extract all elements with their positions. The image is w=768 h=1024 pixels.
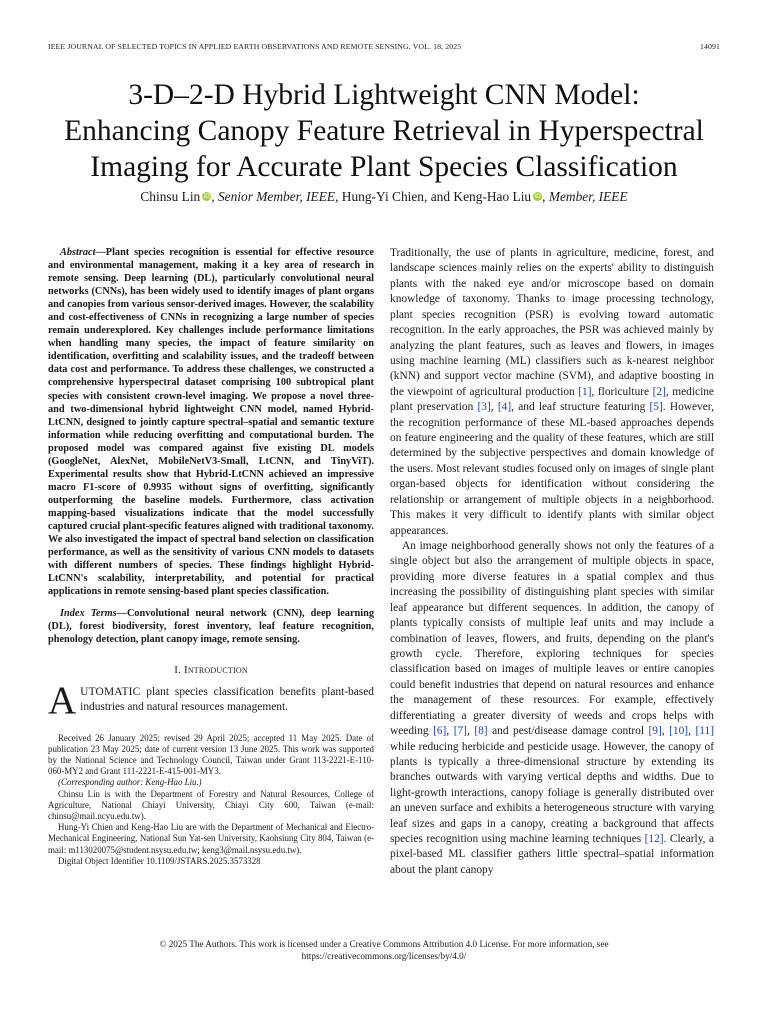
right-column [390,246,714,878]
section-title: Introduction [183,664,248,677]
body-text: , floriculture [591,385,653,398]
intro-smallcaps: UTOMATIC [80,686,141,699]
footnote-affiliation-1: Chinsu Lin is with the Department of Forestry and Natural Resources, College of Agriculture, National Chiayi University, Chiayi City 600, Taiwan (e-mail: chinsu@mail.ncyu.edu.tw). [48,788,374,822]
journal-name: IEEE JOURNAL OF SELECTED TOPICS IN APPLIED EARTH OBSERVATIONS AND REMOTE SENSING, VOL. 18, 2025 [48,42,462,51]
page-number: 14091 [700,42,720,51]
body-paragraph-1 [390,246,714,539]
author-conjunction: and [430,189,451,204]
author-1-role: Senior Member, IEEE [217,189,336,204]
intro-paragraph [48,679,374,723]
citation-link[interactable]: [4] [497,401,512,414]
citation-link[interactable]: [9] [648,725,662,738]
first-page-footnote [48,733,374,867]
body-text: . Clearly, a pixel-based ML classifier gathers little spectral–spatial information about the plant canopy [390,833,714,876]
body-text: . However, the recognition performance of these ML-based approaches depends on feature engineering and the quality of these features, which are still determined by the subjective perspectives and domain knowledge of the users. Most relevant studies focused only on images of single plant organ-based objects for identification without considering the relationship or arrangement of multiple objects in a neighborhood. This makes it very difficult to identify plants with similar object appearances. [390,401,714,537]
paper-title [40,77,728,185]
section-number: I. [174,664,182,677]
citation-link[interactable]: [5] [649,401,663,414]
footnote-corresponding: (Corresponding author: Keng-Hao Liu.) [58,777,202,788]
citation-link[interactable]: [2] [652,385,666,398]
footnote-received: Received 26 January 2025; revised 29 April 2025; accepted 11 May 2025. Date of publication 23 May 2025; date of current version 13 June 2025. This work was supported by the National Science and Technology Council, Taiwan under Grant 113-2221-E-110-060-MY2 and Grant 111-2221-E-415-001-MY3. [48,732,374,777]
running-head [48,42,720,54]
author-3-role: Member, IEEE [548,189,628,204]
citation-link[interactable]: [10] [669,725,689,738]
author-3: Keng-Hao Liu [453,189,532,204]
footnote-doi: Digital Object Identifier 10.1109/JSTARS.2025.3573328 [58,855,261,866]
body-text: , [661,725,670,738]
license-notice [48,939,720,962]
index-terms [48,607,374,646]
index-terms-text: —Convolutional neural network (CNN), deep learning (DL), forest biodiversity, forest inventory, leaf feature recognition, phenology detection, plant canopy image, remote sensing. [48,608,374,646]
author-list: Chinsu Lin iD, Senior Member, IEEE, Hung-Yi Chien, and Keng-Hao Liu iD, Member, IEEE [140,189,628,204]
citation-link[interactable]: [12] [644,833,664,846]
drop-cap: A [48,679,77,723]
body-text: and pest/disease damage control [487,725,649,738]
author-2: Hung-Yi Chien [341,189,424,204]
orcid-icon[interactable]: iD [203,193,210,200]
body-text: , [466,725,475,738]
title-line-3: Imaging for Accurate Plant Species Classification [90,151,678,183]
license-url[interactable]: https://creativecommons.org/licenses/by/4.0/ [301,950,467,961]
title-line-2: Enhancing Canopy Feature Retrieval in Hyperspectral [64,115,704,147]
abstract [48,246,374,598]
body-text: An image neighborhood generally shows not only the features of a single object but also the arrangement of multiple objects in space, providing more diverse features in a spatial complex and thus increasing the possibility of distinguishing plant species with similar leaf appearance but different sequences. In addition, the canopy of plants typically consists of multiple leaf units and may include a combination of leaves, flowers, and fruits, depending on the plant's growth cycle. Therefore, exploring techniques for species classification based on images of multiple leaves or entire canopies could benefit industries that depend on natural resources and enhance the management of these resources. For example, effectively differentiating a greater diversity of weeds and crops helps with weeding [390,540,714,738]
author-1: Chinsu Lin [140,189,201,204]
body-text: , [490,401,498,414]
citation-link[interactable]: [1] [578,385,592,398]
citation-link[interactable]: [7] [453,725,467,738]
title-line-1: 3-D–2-D Hybrid Lightweight CNN Model: [128,79,640,111]
abstract-text: —Plant species recognition is essential for effective resource and environmental management, making it a key area of research in remote sensing. Deep learning (DL), particularly convolutional neural networks (CNNs), has been widely used to identify images of plant organs and canopies from various sensor-derived images. However, the scalability and cost-effectiveness of CNNs in recognizing a large number of species remain underexplored. Key challenges include performance limitations when handling many species, the impact of feature similarity on identification, overfitting and scalability issues, and the tradeoff between data cost and performance. To address these challenges, we constructed a comprehensive hyperspectral dataset comprising 100 subtropical plant species with consistent crown-level imaging. We propose a novel three- and two-dimensional hybrid lightweight CNN model, named Hybrid-LtCNN, designed to jointly capture spectral–spatial and semantic texture information while reducing overfitting and computational burden. The proposed model was compared against five existing DL models (GoogleNet, AlexNet, MobileNetV3-Small, LtCNN, and TinyViT). Experimental results show that Hybrid-LtCNN achieved an impressive macro F1-score of 0.9935 without signs of overfitting, significantly outperforming the baseline models. Furthermore, class activation mapping-based visualizations indicate that the model successfully captured crucial plant-specific features aligned with traditional taxonomy. We also investigated the impact of spectral band selection on classification performance, as well as the sensitivity of various CNN models to datasets with different numbers of species. These findings highlight Hybrid-LtCNN's scalability, interpretability, and potential for practical applications in remote sensing-based plant species classification. [48,247,374,598]
index-terms-lead: Index Terms [60,608,117,620]
abstract-lead: Abstract [60,247,96,258]
body-text: , [446,725,454,738]
citation-link[interactable]: [6] [433,725,447,738]
section-heading [48,663,374,677]
license-line-1: © 2025 The Authors. This work is licensed under a Creative Commons Attribution 4.0 License. For more information, see [159,939,609,949]
body-text: , and leaf structure featuring [511,401,650,414]
body-text: Traditionally, the use of plants in agriculture, medicine, forest, and landscape sciences mainly relies on the experts' ability to distinguish plants with the naked eye and/or microscope based on domain knowledge of taxonomy. Thanks to image processing technology, plant species recognition (PSR) is evolving toward automatic recognition. In the early approaches, the PSR was achieved mainly by analyzing the plant features, such as leaves and flowers, in images using machine learning (ML) classifiers such as k-nearest neighbor (kNN) and support vector machine (SVM), and adaptive boosting in the viewpoint of agricultural production [390,247,714,398]
citation-link[interactable]: [11] [695,725,714,738]
body-text: , [688,725,696,738]
citation-link[interactable]: [3] [477,401,491,414]
body-paragraph-2 [390,539,714,878]
body-text: , medicine plant preservation [390,385,714,414]
citation-link[interactable]: [8] [474,725,488,738]
body-text: while reducing herbicide and pesticide usage. However, the canopy of plants is typically a three-dimensional structure by extending its branches outwards with varying vertical depths and widths. Due to light-growth interactions, canopy foliage is generally distributed over an uneven surface and exhibits a heterogeneous structure with varying leaf sizes and gaps in a canopy, creating a background that affects species recognition using machine learning techniques [390,740,714,846]
orcid-icon[interactable]: iD [534,193,541,200]
left-column [48,246,374,867]
footnote-affiliation-2: Hung-Yi Chien and Keng-Hao Liu are with the Department of Mechanical and Electro-Mechanical Engineering, National Sun Yat-sen University, Kaohsiung City 804, Taiwan (e-mail: m113020075@student.nsysu.edu.tw; keng3@mail.nsysu.edu.tw). [48,822,374,855]
intro-text: plant species classification benefits plant-based industries and natural resources management. [80,686,374,713]
